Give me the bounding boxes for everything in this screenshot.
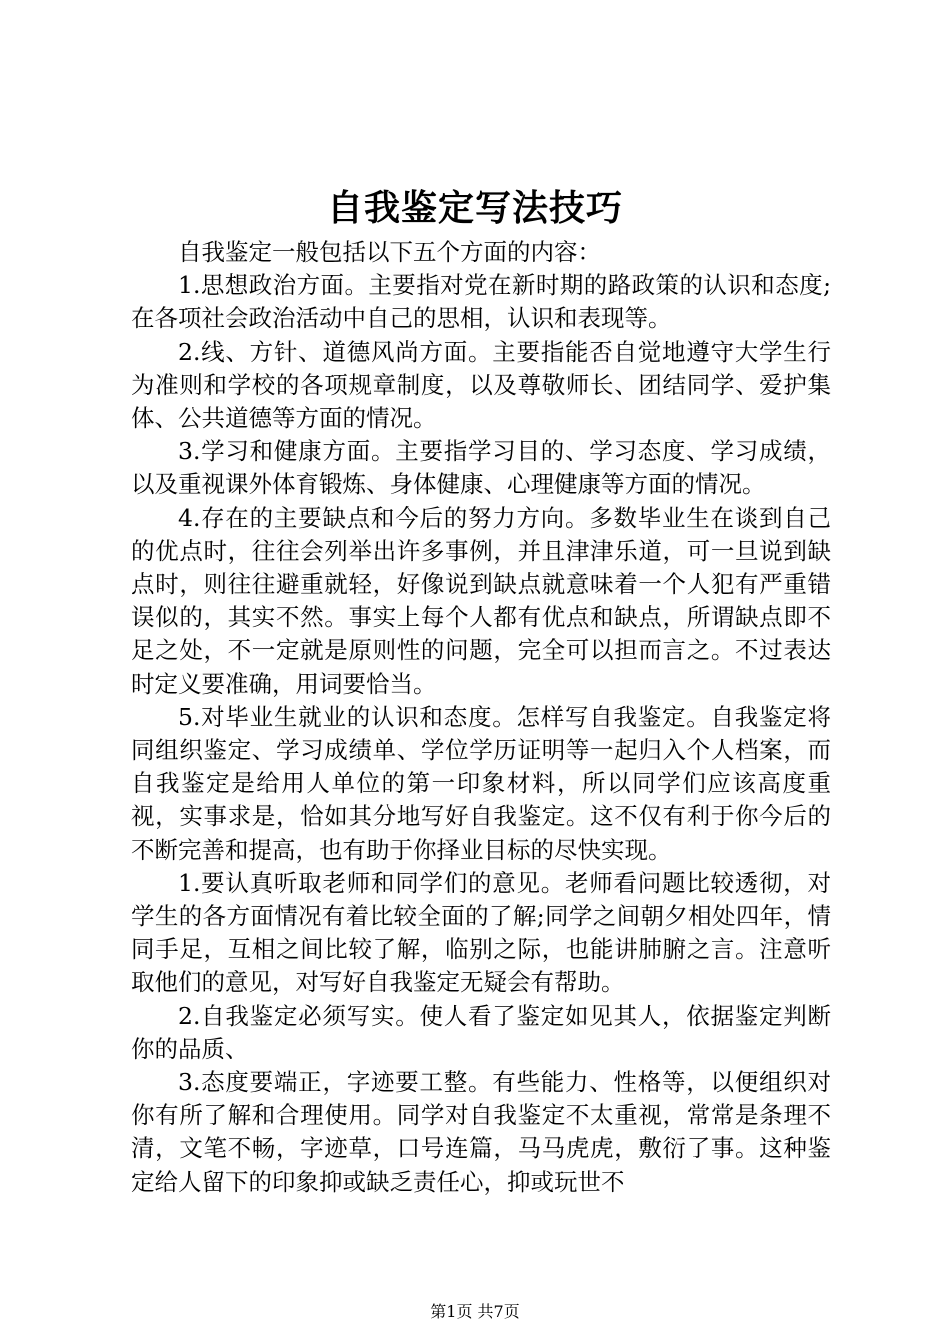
paragraph-write-truthfully: 2.自我鉴定必须写实。使人看了鉴定如见其人，依据鉴定判断你的品质、 (131, 1001, 831, 1063)
paragraph-study-health: 3.学习和健康方面。主要指学习目的、学习态度、学习成绩，以及重视课外体育锻炼、身体健康、心理健康等方面的情况。 (131, 437, 831, 499)
document-body (131, 236, 831, 1199)
paragraph-employment: 5.对毕业生就业的认识和态度。怎样写自我鉴定。自我鉴定将同组织鉴定、学习成绩单、学位学历证明等一起归入个人档案，而自我鉴定是给用人单位的第一印象材料，所以同学们应该高度重视，实事求是，恰如其分地写好自我鉴定。这不仅有利于你今后的不断完善和提高，也有助于你择业目标的尽快实现。 (131, 702, 831, 864)
page-footer: 第1页 共7页 (430, 1302, 520, 1321)
intro-paragraph: 自我鉴定一般包括以下五个方面的内容： (178, 238, 601, 266)
document-title: 自我鉴定写法技巧 (326, 187, 623, 229)
paragraph-attitude: 3.态度要端正，字迹要工整。有些能力、性格等，以便组织对你有所了解和合理使用。同学对自我鉴定不太重视，常常是条理不清，文笔不畅，字迹草，口号连篇，马马虎虎，敷衍了事。这种鉴定给人留下的印象抑或缺乏责任心，抑或玩世不 (131, 1068, 831, 1196)
paragraph-shortcomings: 4.存在的主要缺点和今后的努力方向。多数毕业生在谈到自己的优点时，往往会列举出许多事例，并且津津乐道，可一旦说到缺点时，则往往避重就轻，好像说到缺点就意味着一个人犯有严重错误似的，其实不然。事实上每个人都有优点和缺点，所谓缺点即不足之处，不一定就是原则性的问题，完全可以担而言之。不过表达时定义要准确，用词要恰当。 (131, 503, 831, 698)
paragraph-moral: 2.线、方针、道德风尚方面。主要指能否自觉地遵守大学生行为准则和学校的各项规章制度，以及尊敬师长、团结同学、爱护集体、公共道德等方面的情况。 (131, 337, 831, 433)
paragraph-listen-opinions: 1.要认真听取老师和同学们的意见。老师看问题比较透彻，对学生的各方面情况有着比较全面的了解;同学之间朝夕相处四年，情同手足，互相之间比较了解，临别之际，也能讲肺腑之言。注意听取他们的意见，对写好自我鉴定无疑会有帮助。 (131, 868, 831, 997)
paragraph-political: 1.思想政治方面。主要指对党在新时期的路政策的认识和态度;在各项社会政治活动中自己的思相，认识和表现等。 (131, 271, 831, 333)
